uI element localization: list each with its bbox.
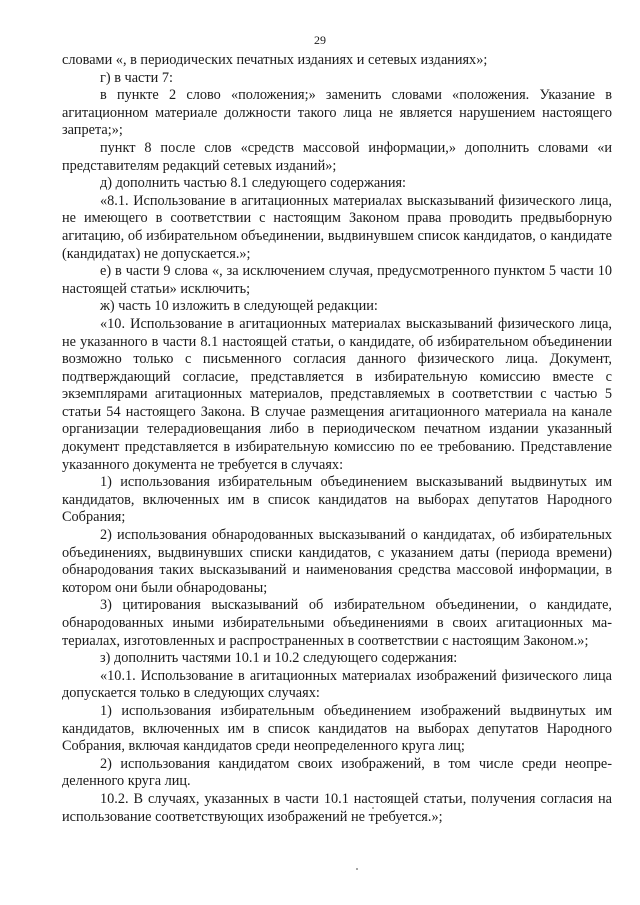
paragraph: е) в части 9 слова «, за исключением случая, предусмотренного пунктом 5 части 10 настоящей статьи» исключить; bbox=[62, 263, 612, 297]
paragraph: «10. Использование в агитационных материалах высказываний физического лица, не указанного в части 8.1 настоящей статьи, о кандидате, об избирательном объединении возможно только с письменного согласия данного физического лица. Документ, подтверждающий согласие, представляется в избирательную комиссию вместе с экземплярами агитационных материалов, представляемых в соответствии с частью 5 статьи 54 настоящего Закона. В случае размещения агитационного материала на канале организации телерадиовещания либо в периодическом печатном издании указанный документ представляется в избирательную комиссию по ее требованию. Представление указанного документа не требуется в случаях: bbox=[62, 315, 612, 473]
paragraph: 2) использования обнародованных высказываний о кандидатах, об избирательных объединениях, выдвинувших списки кандидатов, с указанием даты (периода времени) обнародования таких высказываний и наименования средства массовой информации, в котором они были обнародованы; bbox=[62, 527, 612, 596]
scan-speck bbox=[372, 807, 374, 809]
paragraph: 2) использования кандидатом своих изображений, в том числе среди неопределенного круга лиц. bbox=[62, 755, 612, 790]
paragraph: пункт 8 после слов «средств массовой информации,» дополнить словами «и представителям редакций сетевых изданий»; bbox=[62, 139, 612, 174]
scan-speck bbox=[356, 868, 358, 870]
document-body bbox=[62, 52, 612, 826]
paragraph: д) дополнить частью 8.1 следующего содержания: bbox=[100, 175, 407, 192]
paragraph: г) в части 7: bbox=[100, 69, 173, 86]
paragraph: з) дополнить частями 10.1 и 10.2 следующего содержания: bbox=[100, 650, 458, 667]
paragraph: 10.2. В случаях, указанных в части 10.1 настоящей статьи, получения согласия на использование соответствующих изображений не требуется.»; bbox=[62, 790, 612, 825]
paragraph: 1) использования избирательным объединением высказываний выдвинутых им кандидатов, включенных им в список кандидатов на выборах депутатов Народного Собрания; bbox=[62, 474, 612, 526]
paragraph: ж) часть 10 изложить в следующей редакции: bbox=[100, 298, 378, 315]
paragraph: «10.1. Использование в агитационных материалах изображений физического лица допускается только в следующих случаях: bbox=[62, 667, 612, 702]
paragraph: 1) использования избирательным объединением изображений выдвинутых им кандидатов, включенных им в список кандидатов на выборах депутатов Народного Собрания, включая кандидатов среди неопределенного круга лиц; bbox=[62, 702, 612, 755]
page-number: 29 bbox=[314, 33, 326, 47]
paragraph: «8.1. Использование в агитационных материалах высказываний физического лица, не имеющего в соответствии с настоящим Законом права проводить предвыборную агитацию, об избирательном объединении, выдвинувшем список кандидатов, о кандидате (кандидатах) не допускается.»; bbox=[62, 192, 612, 262]
paragraph: словами «, в периодических печатных изданиях и сетевых изданиях»; bbox=[62, 52, 488, 68]
paragraph: 3) цитирования высказываний об избирательном объединении, о кандидате, обнародованных иными избирательными объединениями в своих агитационных материалах, изготовленных и распространенных в соответствии с настоящим Законом.»; bbox=[62, 597, 612, 649]
paragraph: в пункте 2 слово «положения;» заменить словами «положения. Указание в агитационном материале должности такого лица не является нарушением настоящего запрета;»; bbox=[62, 87, 612, 139]
